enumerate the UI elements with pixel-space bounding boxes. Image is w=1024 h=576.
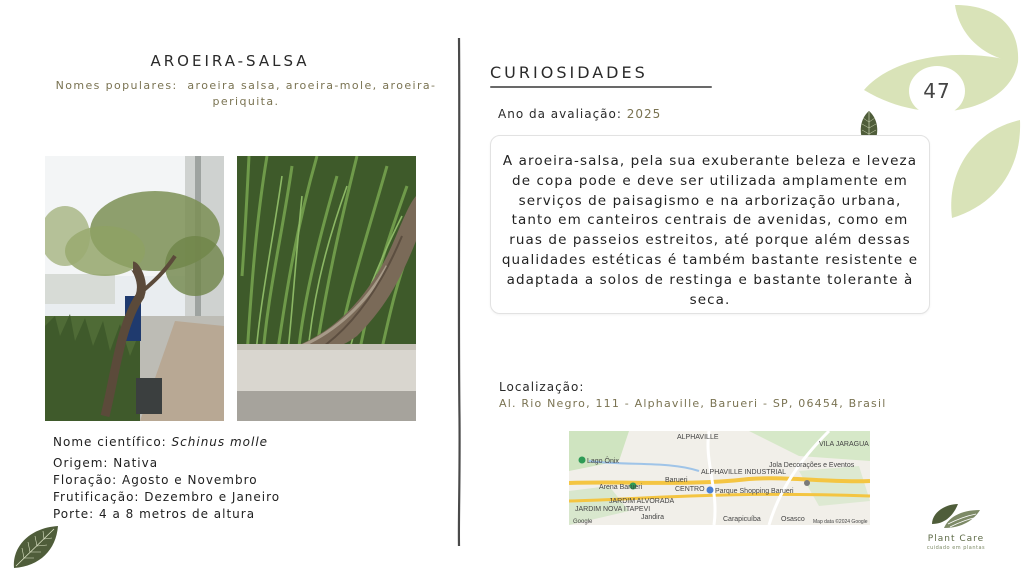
map-label: Lago Ônix xyxy=(587,458,619,465)
scientific-name-value: Schinus molle xyxy=(171,435,269,449)
map-attribution: Map data ©2024 Google xyxy=(813,519,868,525)
google-logo: Google xyxy=(573,519,593,525)
map-label: VILA JARAGUA xyxy=(819,441,869,448)
map-label: Barueri xyxy=(665,477,688,484)
location-label: Localização: xyxy=(499,380,585,394)
popular-names xyxy=(50,78,442,110)
map-label: Arena Barueri xyxy=(599,484,643,491)
store-pin-icon xyxy=(804,480,810,486)
scientific-name-row xyxy=(53,434,280,451)
plant-care-logo-icon xyxy=(930,502,982,532)
map-label: JARDIM ALVORADA xyxy=(609,498,675,505)
map-label: Jandira xyxy=(641,514,664,521)
description-card xyxy=(490,135,930,314)
popular-names-label: Nomes populares: xyxy=(55,79,178,92)
plant-info xyxy=(53,434,280,523)
bottom-left-leaf-icon xyxy=(10,522,60,570)
map-label: JARDIM NOVA ITAPEVI xyxy=(575,506,651,513)
evaluation-year xyxy=(498,107,661,121)
map-label: Osasco xyxy=(781,516,805,523)
plant-title: AROEIRA-SALSA xyxy=(150,52,310,70)
scientific-name-label: Nome científico: xyxy=(53,435,167,449)
description-text: A aroeira-salsa, pela sua exuberante beleza e leveza de copa pode e deve ser utilizada amplamente em serviços de paisagismo e na arborização urbana, tanto em canteiros centrais de avenidas, como em ruas de passeios estreitos, até porque além dessas qualidades estéticas é também bastante resistente e adaptada a solos de restinga e bastante tolerante à seca. xyxy=(501,153,919,308)
flowering-text: Floração: Agosto e Novembro xyxy=(53,473,258,487)
trunk-closeup-photo xyxy=(237,156,416,421)
map-label: CENTRO xyxy=(675,486,705,493)
origin-text: Origem: Nativa xyxy=(53,456,159,470)
location-value: Al. Rio Negro, 111 - Alphaville, Barueri - SP, 06454, Brasil xyxy=(499,397,887,410)
year-label: Ano da avaliação: xyxy=(498,107,622,121)
map-label: ALPHAVILLE xyxy=(677,434,719,441)
shopping-pin-icon xyxy=(707,487,714,494)
brand-name: Plant Care xyxy=(927,534,985,544)
fruiting-text: Frutificação: Dezembro e Janeiro xyxy=(53,490,281,504)
leaf-bottom-icon xyxy=(951,120,1020,218)
location-map[interactable] xyxy=(569,431,870,525)
year-value: 2025 xyxy=(626,107,662,121)
brand-tagline: cuidado em plantas xyxy=(926,545,986,551)
page-number: 47 xyxy=(909,66,965,116)
map-label: Jola Decorações e Eventos xyxy=(769,462,855,469)
vertical-divider xyxy=(455,38,463,546)
size-text: Porte: 4 a 8 metros de altura xyxy=(53,507,256,521)
section-underline xyxy=(490,86,712,88)
map-label: ALPHAVILLE INDUSTRIAL xyxy=(701,469,787,476)
section-title: CURIOSIDADES xyxy=(490,63,648,82)
lake-pin-icon xyxy=(579,457,586,464)
map-label: Carapicuíba xyxy=(723,516,761,523)
tree-street-photo xyxy=(45,156,224,421)
map-label: Parque Shopping Barueri xyxy=(715,488,794,495)
leaf-top-icon xyxy=(955,5,1018,62)
popular-names-value: aroeira salsa, aroeira-mole, aroeira-periquita. xyxy=(187,79,437,108)
